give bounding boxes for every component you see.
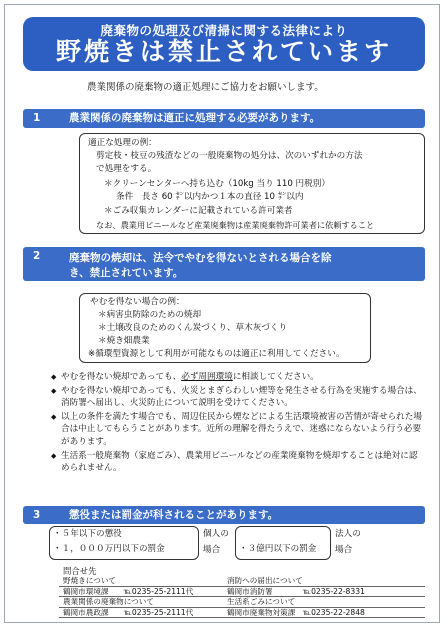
note-underline: 必ず周囲環境 xyxy=(181,372,233,382)
individual-prison: ・５年以下の懲役 xyxy=(53,529,122,539)
section-2-title-line1: 廃棄物の焼却は、法令でやむを得ないとされる場合を除 xyxy=(69,252,332,264)
section-2-notes xyxy=(51,371,423,476)
corporate-fine: ・３億円以下の罰金 xyxy=(239,544,317,554)
intro-text: 農業関係の廃棄物の適正処理にご協力をお願いします。 xyxy=(87,82,324,93)
box-line: ＊ごみ収集カレンダーに記載されている許可業者 xyxy=(104,206,293,216)
section-3-header xyxy=(23,506,425,524)
section-1-header xyxy=(23,109,425,128)
contact-cell: 鶴岡市農政課 ℡0235-25-2111代 xyxy=(63,607,194,617)
contacts-title: 問合せ先 xyxy=(63,566,97,576)
contacts-table xyxy=(59,576,425,618)
note-item: ◆ やむを得ない焼却であっても、火災とまぎらわしい煙等を発生させる行為を実施する場合は、消防署へ届出し、火災防止について説明を受けてください。 xyxy=(51,385,423,410)
section-1-number: 1 xyxy=(33,112,41,124)
contact-row xyxy=(59,597,425,608)
title-banner xyxy=(23,17,425,71)
section-2-box xyxy=(79,293,371,363)
note-item: ◆ 生活系一般廃棄物（家庭ごみ）、農業用ビニールなどの産業廃棄物を焼却することは絶対に認められません。 xyxy=(51,450,423,475)
corporate-label-1: 法人の xyxy=(335,529,361,539)
contact-cell: 農業関係の廃棄物について xyxy=(63,597,154,607)
box-line: 適正な処理の例： xyxy=(88,138,157,148)
note-item: ◆ 以上の条件を満たす場合でも、周辺住民から煙などによる生活環境被害の苦情が寄せられた場合は中止してもらうことがあります。近所の理解を得たうえで、迷惑にならないよう行う必要があります。 xyxy=(51,411,423,449)
note-text: やむを得ない焼却であっても、 xyxy=(61,372,182,382)
contact-cell: 鶴岡市環境課 ℡0235-25-2111代 xyxy=(63,586,194,596)
box-line: 剪定枝・枝豆の残渣などの一般廃棄物の処分は、次のいずれかの方法 xyxy=(96,151,363,161)
individual-label-2: 場合 xyxy=(203,545,221,555)
note-item xyxy=(51,371,423,384)
individual-fine: ・１，０００万円以下の罰金 xyxy=(53,544,165,554)
flyer-page xyxy=(4,4,440,623)
contact-row xyxy=(59,587,425,598)
banner-title: 野焼きは禁止されています xyxy=(55,37,392,66)
contact-cell: 野焼きについて xyxy=(63,576,117,585)
box-line: ＊土壌改良のためのくん炭づくり、草木灰づくり xyxy=(98,323,288,333)
box-line: やむを得ない場合の例： xyxy=(90,297,185,307)
box-line: ＊クリーンセンターへ持ち込む（10kg 当り 110 円税別） xyxy=(104,179,330,189)
section-1-box xyxy=(79,133,425,234)
box-line: ＊病害虫防除のための焼却 xyxy=(98,310,202,320)
contact-cell: 鶴岡市消防署 ℡0235-22-8331 xyxy=(227,586,365,596)
box-line: 条件 長さ 60 ㌢以内かつ１本の直径 10 ㌢以内 xyxy=(116,192,304,202)
banner-subtitle: 廃棄物の処理及び清掃に関する法律により xyxy=(100,23,348,38)
section-3-number: 3 xyxy=(33,509,41,521)
section-2-number: 2 xyxy=(33,250,41,262)
contact-cell: 消防への届出について xyxy=(227,576,303,585)
box-line: ＊焼き畑農業 xyxy=(98,336,150,346)
contact-row xyxy=(59,576,425,587)
contact-row xyxy=(59,608,425,619)
section-3-title: 懲役または罰金が科されることがあります。 xyxy=(69,509,279,521)
box-line: で処理をする。 xyxy=(96,164,157,174)
section-2-header xyxy=(23,247,425,281)
box-line: なお、農業用ビニールなど産業廃棄物は産業廃棄物許可業者に依頼すること xyxy=(96,220,375,230)
corporate-label-2: 場合 xyxy=(335,545,353,555)
contact-cell: 生活系ごみについて xyxy=(227,597,296,607)
individual-label-1: 個人の xyxy=(203,529,229,539)
section-2-title-line2: き、禁止されています。 xyxy=(69,267,184,279)
box-line: ※循環型資源として利用が可能なものは適正に利用してください。 xyxy=(88,349,345,359)
contact-cell: 鶴岡市廃棄物対策課 ℡0235-22-2848 xyxy=(227,607,365,617)
section-1-title: 農業関係の廃棄物は適正に処理する必要があります。 xyxy=(69,112,321,124)
note-text: に相談してください。 xyxy=(232,372,319,382)
